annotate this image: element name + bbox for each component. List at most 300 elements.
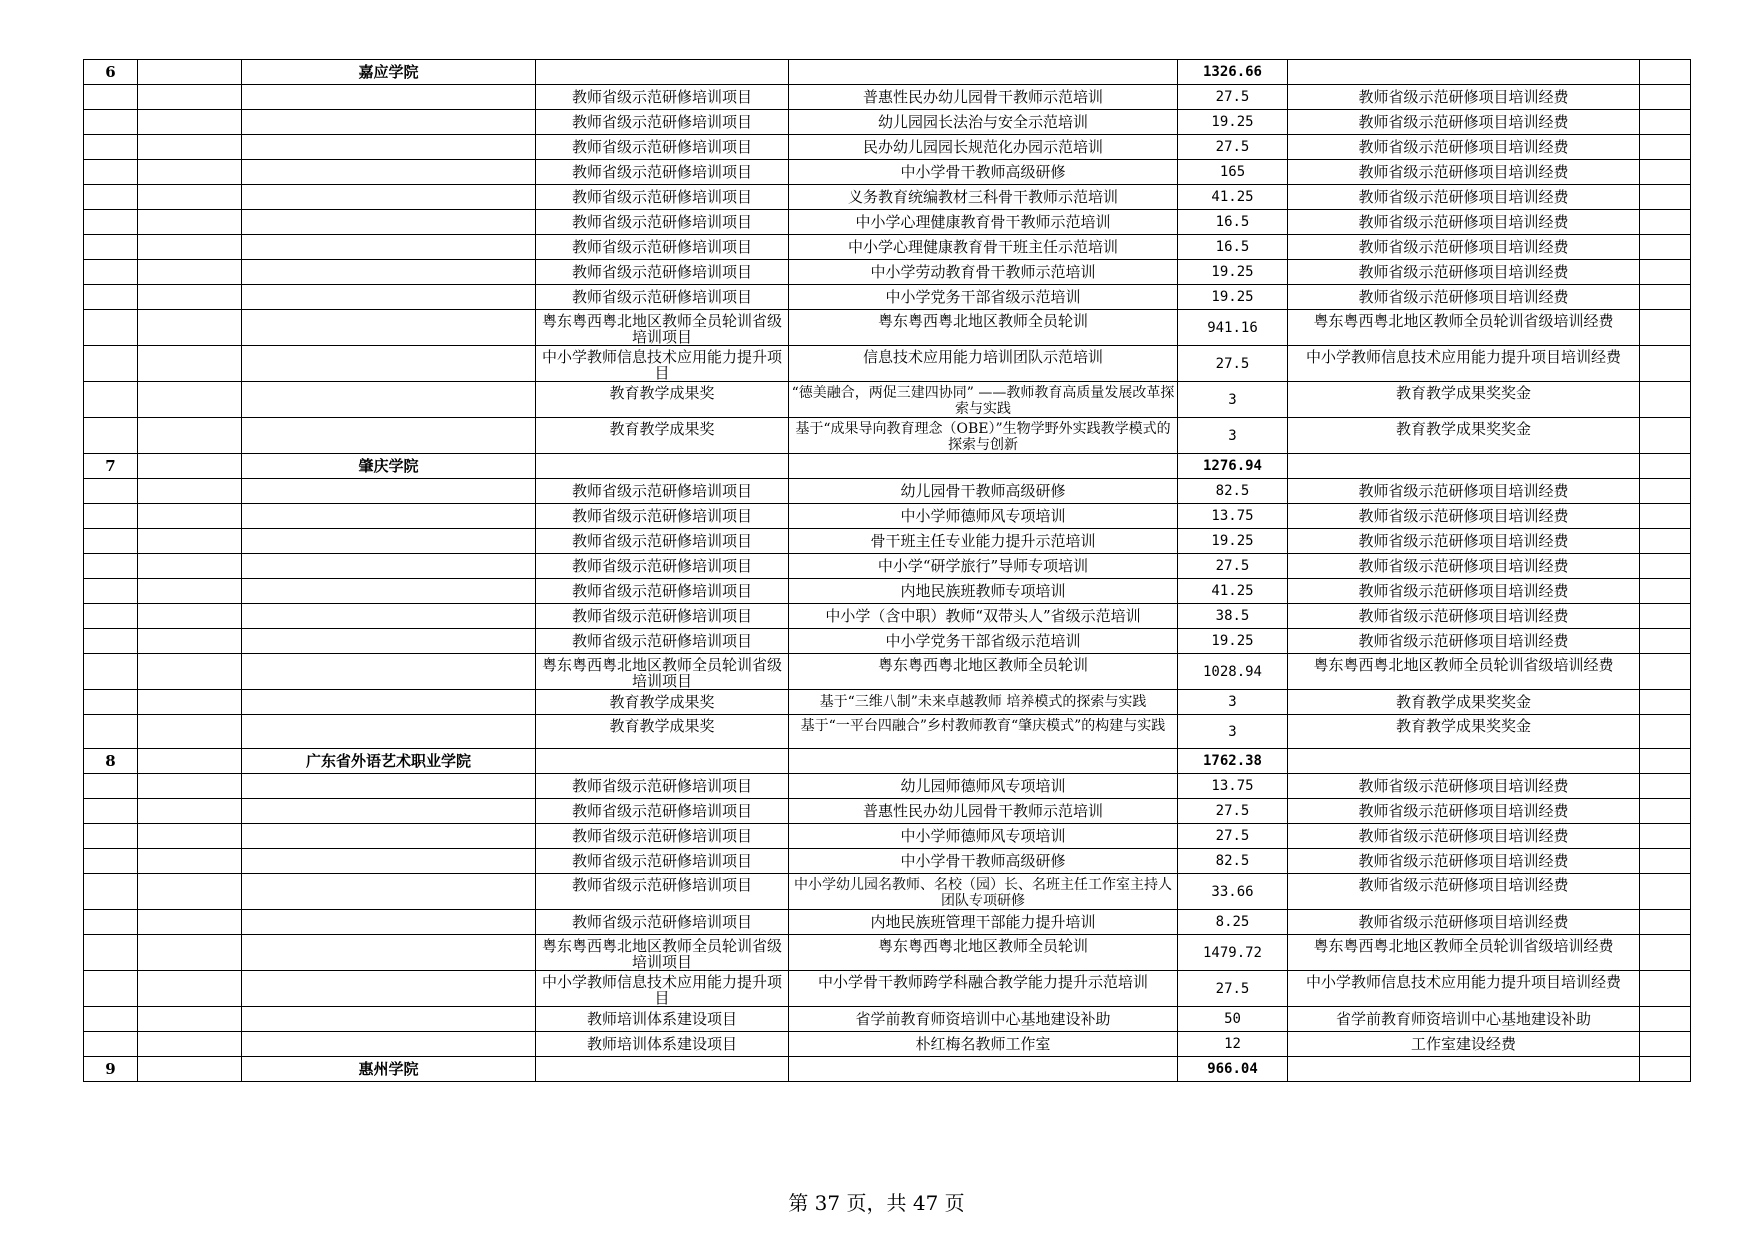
amount-cell: 3 [1178, 715, 1288, 749]
usage-cell: 教师省级示范研修项目培训经费 [1288, 529, 1640, 554]
empty-cell [242, 715, 536, 749]
empty-cell [242, 110, 536, 135]
project-cell: 幼儿园骨干教师高级研修 [789, 479, 1178, 504]
empty-cell [1640, 185, 1691, 210]
empty-cell [138, 135, 242, 160]
table-row [84, 418, 1691, 454]
empty-cell [536, 60, 789, 85]
empty-cell [1640, 260, 1691, 285]
empty-cell [1640, 774, 1691, 799]
empty-cell [138, 604, 242, 629]
empty-cell [84, 971, 138, 1007]
usage-cell: 教师省级示范研修项目培训经费 [1288, 135, 1640, 160]
empty-cell [84, 382, 138, 418]
empty-cell [138, 210, 242, 235]
institution-number: 9 [84, 1057, 138, 1082]
empty-cell [242, 210, 536, 235]
page-footer: 第 37 页，共 47 页 [788, 1191, 965, 1215]
institution-name: 惠州学院 [242, 1057, 536, 1082]
empty-cell [789, 60, 1178, 85]
empty-cell [1640, 529, 1691, 554]
category-cell: 教育教学成果奖 [536, 418, 789, 454]
category-cell: 教师省级示范研修培训项目 [536, 135, 789, 160]
table-row [84, 690, 1691, 715]
empty-cell [84, 504, 138, 529]
empty-cell [84, 529, 138, 554]
usage-cell: 教师省级示范研修项目培训经费 [1288, 504, 1640, 529]
project-cell: 中小学师德师风专项培训 [789, 504, 1178, 529]
usage-cell: 教师省级示范研修项目培训经费 [1288, 579, 1640, 604]
empty-cell [84, 285, 138, 310]
table-row [84, 529, 1691, 554]
empty-cell [84, 260, 138, 285]
empty-cell [242, 774, 536, 799]
amount-cell: 50 [1178, 1007, 1288, 1032]
empty-cell [84, 935, 138, 971]
empty-cell [1640, 554, 1691, 579]
amount-cell: 1276.94 [1178, 454, 1288, 479]
empty-cell [242, 418, 536, 454]
amount-cell: 1326.66 [1178, 60, 1288, 85]
table-row [84, 774, 1691, 799]
usage-cell: 教师省级示范研修项目培训经费 [1288, 849, 1640, 874]
empty-cell [138, 1007, 242, 1032]
category-cell: 教师省级示范研修培训项目 [536, 824, 789, 849]
empty-cell [1640, 479, 1691, 504]
empty-cell [242, 529, 536, 554]
amount-cell: 41.25 [1178, 579, 1288, 604]
empty-cell [242, 629, 536, 654]
empty-cell [536, 454, 789, 479]
empty-cell [1640, 604, 1691, 629]
table-row [84, 235, 1691, 260]
amount-cell: 19.25 [1178, 260, 1288, 285]
category-cell: 粤东粤西粤北地区教师全员轮训省级培训项目 [536, 310, 789, 346]
empty-cell [138, 874, 242, 910]
table-row [84, 210, 1691, 235]
empty-cell [1640, 285, 1691, 310]
project-cell: 中小学幼儿园名教师、名校（园）长、名班主任工作室主持人团队专项研修 [789, 874, 1178, 910]
amount-cell: 8.25 [1178, 910, 1288, 935]
table-row [84, 135, 1691, 160]
usage-cell: 中小学教师信息技术应用能力提升项目培训经费 [1288, 971, 1640, 1007]
empty-cell [1640, 874, 1691, 910]
empty-cell [242, 260, 536, 285]
empty-cell [138, 382, 242, 418]
empty-cell [138, 1032, 242, 1057]
table-row [84, 1032, 1691, 1057]
empty-cell [138, 629, 242, 654]
empty-cell [138, 971, 242, 1007]
empty-cell [242, 504, 536, 529]
empty-cell [1640, 629, 1691, 654]
project-cell: 信息技术应用能力培训团队示范培训 [789, 346, 1178, 382]
project-cell: 中小学心理健康教育骨干教师示范培训 [789, 210, 1178, 235]
empty-cell [138, 774, 242, 799]
empty-cell [138, 454, 242, 479]
empty-cell [1288, 749, 1640, 774]
empty-cell [1640, 1032, 1691, 1057]
empty-cell [84, 849, 138, 874]
table-row [84, 910, 1691, 935]
empty-cell [242, 690, 536, 715]
empty-cell [84, 910, 138, 935]
category-cell: 教师培训体系建设项目 [536, 1007, 789, 1032]
usage-cell: 教师省级示范研修项目培训经费 [1288, 479, 1640, 504]
usage-cell: 教师省级示范研修项目培训经费 [1288, 185, 1640, 210]
empty-cell [1640, 824, 1691, 849]
project-cell: 基于“成果导向教育理念（OBE）”生物学野外实践教学模式的探索与创新 [789, 418, 1178, 454]
empty-cell [242, 824, 536, 849]
amount-cell: 16.5 [1178, 235, 1288, 260]
table-row [84, 160, 1691, 185]
empty-cell [1288, 454, 1640, 479]
empty-cell [242, 160, 536, 185]
empty-cell [138, 310, 242, 346]
project-cell: 中小学党务干部省级示范培训 [789, 629, 1178, 654]
empty-cell [1640, 849, 1691, 874]
table-row [84, 579, 1691, 604]
project-cell: 普惠性民办幼儿园骨干教师示范培训 [789, 85, 1178, 110]
empty-cell [1640, 715, 1691, 749]
empty-cell [1640, 85, 1691, 110]
table-row [84, 604, 1691, 629]
category-cell: 教师培训体系建设项目 [536, 1032, 789, 1057]
empty-cell [242, 554, 536, 579]
category-cell: 教师省级示范研修培训项目 [536, 260, 789, 285]
usage-cell: 教师省级示范研修项目培训经费 [1288, 774, 1640, 799]
project-cell: 中小学劳动教育骨干教师示范培训 [789, 260, 1178, 285]
empty-cell [84, 629, 138, 654]
amount-cell: 33.66 [1178, 874, 1288, 910]
institution-row [84, 1057, 1691, 1082]
empty-cell [84, 874, 138, 910]
table-row [84, 849, 1691, 874]
empty-cell [84, 110, 138, 135]
empty-cell [84, 85, 138, 110]
institution-name: 广东省外语艺术职业学院 [242, 749, 536, 774]
empty-cell [138, 1057, 242, 1082]
category-cell: 教师省级示范研修培训项目 [536, 110, 789, 135]
empty-cell [84, 799, 138, 824]
empty-cell [138, 529, 242, 554]
empty-cell [1640, 210, 1691, 235]
project-cell: 粤东粤西粤北地区教师全员轮训 [789, 654, 1178, 690]
amount-cell: 27.5 [1178, 799, 1288, 824]
amount-cell: 19.25 [1178, 629, 1288, 654]
amount-cell: 3 [1178, 418, 1288, 454]
amount-cell: 19.25 [1178, 529, 1288, 554]
table-row [84, 504, 1691, 529]
amount-cell: 82.5 [1178, 479, 1288, 504]
empty-cell [1640, 110, 1691, 135]
allocation-table [83, 59, 1691, 1082]
empty-cell [536, 749, 789, 774]
usage-cell: 教师省级示范研修项目培训经费 [1288, 554, 1640, 579]
empty-cell [138, 554, 242, 579]
table-row [84, 260, 1691, 285]
project-cell: 内地民族班教师专项培训 [789, 579, 1178, 604]
project-cell: 中小学党务干部省级示范培训 [789, 285, 1178, 310]
category-cell: 中小学教师信息技术应用能力提升项目 [536, 971, 789, 1007]
usage-cell: 教育教学成果奖奖金 [1288, 715, 1640, 749]
empty-cell [138, 60, 242, 85]
empty-cell [242, 310, 536, 346]
usage-cell: 教育教学成果奖奖金 [1288, 382, 1640, 418]
usage-cell: 教师省级示范研修项目培训经费 [1288, 160, 1640, 185]
usage-cell: 教育教学成果奖奖金 [1288, 418, 1640, 454]
project-cell: 普惠性民办幼儿园骨干教师示范培训 [789, 799, 1178, 824]
empty-cell [1640, 799, 1691, 824]
empty-cell [242, 185, 536, 210]
empty-cell [242, 1032, 536, 1057]
empty-cell [1640, 654, 1691, 690]
empty-cell [138, 479, 242, 504]
category-cell: 教师省级示范研修培训项目 [536, 529, 789, 554]
usage-cell: 教师省级示范研修项目培训经费 [1288, 910, 1640, 935]
empty-cell [1640, 60, 1691, 85]
usage-cell: 教师省级示范研修项目培训经费 [1288, 235, 1640, 260]
empty-cell [242, 935, 536, 971]
empty-cell [1640, 382, 1691, 418]
amount-cell: 27.5 [1178, 971, 1288, 1007]
amount-cell: 3 [1178, 382, 1288, 418]
empty-cell [789, 749, 1178, 774]
usage-cell: 教师省级示范研修项目培训经费 [1288, 260, 1640, 285]
empty-cell [242, 604, 536, 629]
empty-cell [138, 85, 242, 110]
amount-cell: 1762.38 [1178, 749, 1288, 774]
project-cell: 中小学骨干教师高级研修 [789, 849, 1178, 874]
empty-cell [242, 849, 536, 874]
empty-cell [138, 749, 242, 774]
project-cell: 幼儿园师德师风专项培训 [789, 774, 1178, 799]
empty-cell [242, 382, 536, 418]
empty-cell [242, 285, 536, 310]
amount-cell: 16.5 [1178, 210, 1288, 235]
usage-cell: 教师省级示范研修项目培训经费 [1288, 799, 1640, 824]
usage-cell: 省学前教育师资培训中心基地建设补助 [1288, 1007, 1640, 1032]
empty-cell [138, 910, 242, 935]
empty-cell [138, 824, 242, 849]
empty-cell [138, 160, 242, 185]
amount-cell: 27.5 [1178, 554, 1288, 579]
category-cell: 教师省级示范研修培训项目 [536, 160, 789, 185]
category-cell: 教育教学成果奖 [536, 715, 789, 749]
empty-cell [84, 235, 138, 260]
usage-cell: 工作室建设经费 [1288, 1032, 1640, 1057]
category-cell: 教师省级示范研修培训项目 [536, 774, 789, 799]
usage-cell: 粤东粤西粤北地区教师全员轮训省级培训经费 [1288, 654, 1640, 690]
empty-cell [242, 579, 536, 604]
amount-cell: 27.5 [1178, 135, 1288, 160]
empty-cell [1640, 749, 1691, 774]
empty-cell [84, 554, 138, 579]
empty-cell [84, 774, 138, 799]
table-row [84, 85, 1691, 110]
empty-cell [138, 654, 242, 690]
empty-cell [789, 454, 1178, 479]
empty-cell [1640, 454, 1691, 479]
empty-cell [138, 690, 242, 715]
amount-cell: 27.5 [1178, 824, 1288, 849]
category-cell: 教师省级示范研修培训项目 [536, 479, 789, 504]
empty-cell [789, 1057, 1178, 1082]
institution-number: 8 [84, 749, 138, 774]
empty-cell [84, 160, 138, 185]
empty-cell [84, 824, 138, 849]
usage-cell: 教师省级示范研修项目培训经费 [1288, 285, 1640, 310]
empty-cell [536, 1057, 789, 1082]
empty-cell [138, 579, 242, 604]
usage-cell: 粤东粤西粤北地区教师全员轮训省级培训经费 [1288, 310, 1640, 346]
empty-cell [84, 690, 138, 715]
category-cell: 教师省级示范研修培训项目 [536, 579, 789, 604]
empty-cell [138, 110, 242, 135]
category-cell: 教师省级示范研修培训项目 [536, 799, 789, 824]
project-cell: “德美融合，两促三建四协同” ——教师教育高质量发展改革探索与实践 [789, 382, 1178, 418]
empty-cell [84, 1007, 138, 1032]
empty-cell [84, 579, 138, 604]
category-cell: 教师省级示范研修培训项目 [536, 504, 789, 529]
project-cell: 中小学（含中职）教师“双带头人”省级示范培训 [789, 604, 1178, 629]
usage-cell: 中小学教师信息技术应用能力提升项目培训经费 [1288, 346, 1640, 382]
usage-cell: 教育教学成果奖奖金 [1288, 690, 1640, 715]
amount-cell: 27.5 [1178, 346, 1288, 382]
empty-cell [1640, 579, 1691, 604]
empty-cell [1640, 418, 1691, 454]
category-cell: 粤东粤西粤北地区教师全员轮训省级培训项目 [536, 654, 789, 690]
usage-cell: 教师省级示范研修项目培训经费 [1288, 85, 1640, 110]
empty-cell [84, 479, 138, 504]
amount-cell: 941.16 [1178, 310, 1288, 346]
table-row [84, 799, 1691, 824]
table-row [84, 554, 1691, 579]
empty-cell [84, 604, 138, 629]
table-row [84, 874, 1691, 910]
empty-cell [138, 935, 242, 971]
empty-cell [138, 185, 242, 210]
project-cell: 骨干班主任专业能力提升示范培训 [789, 529, 1178, 554]
usage-cell: 教师省级示范研修项目培训经费 [1288, 210, 1640, 235]
empty-cell [1640, 160, 1691, 185]
amount-cell: 12 [1178, 1032, 1288, 1057]
category-cell: 教师省级示范研修培训项目 [536, 85, 789, 110]
empty-cell [84, 135, 138, 160]
category-cell: 教师省级示范研修培训项目 [536, 235, 789, 260]
category-cell: 教师省级示范研修培训项目 [536, 604, 789, 629]
amount-cell: 13.75 [1178, 504, 1288, 529]
project-cell: 内地民族班管理干部能力提升培训 [789, 910, 1178, 935]
project-cell: 幼儿园园长法治与安全示范培训 [789, 110, 1178, 135]
project-cell: 基于“三维八制”未来卓越教师 培养模式的探索与实践 [789, 690, 1178, 715]
institution-name: 嘉应学院 [242, 60, 536, 85]
empty-cell [242, 235, 536, 260]
table-row [84, 971, 1691, 1007]
project-cell: 粤东粤西粤北地区教师全员轮训 [789, 310, 1178, 346]
empty-cell [138, 715, 242, 749]
project-cell: 省学前教育师资培训中心基地建设补助 [789, 1007, 1178, 1032]
category-cell: 教师省级示范研修培训项目 [536, 210, 789, 235]
usage-cell: 教师省级示范研修项目培训经费 [1288, 874, 1640, 910]
table-row [84, 346, 1691, 382]
project-cell: 中小学骨干教师跨学科融合教学能力提升示范培训 [789, 971, 1178, 1007]
project-cell: 中小学师德师风专项培训 [789, 824, 1178, 849]
amount-cell: 1479.72 [1178, 935, 1288, 971]
amount-cell: 41.25 [1178, 185, 1288, 210]
table-row [84, 285, 1691, 310]
empty-cell [84, 310, 138, 346]
empty-cell [138, 285, 242, 310]
empty-cell [242, 654, 536, 690]
empty-cell [138, 235, 242, 260]
empty-cell [84, 1032, 138, 1057]
project-cell: 基于“一平台四融合”乡村教师教育“肇庆模式”的构建与实践 [789, 715, 1178, 749]
project-cell: 义务教育统编教材三科骨干教师示范培训 [789, 185, 1178, 210]
category-cell: 教育教学成果奖 [536, 382, 789, 418]
usage-cell: 教师省级示范研修项目培训经费 [1288, 110, 1640, 135]
empty-cell [1288, 1057, 1640, 1082]
usage-cell: 教师省级示范研修项目培训经费 [1288, 629, 1640, 654]
table-row [84, 824, 1691, 849]
amount-cell: 966.04 [1178, 1057, 1288, 1082]
project-cell: 朴红梅名教师工作室 [789, 1032, 1178, 1057]
category-cell: 教师省级示范研修培训项目 [536, 874, 789, 910]
institution-number: 6 [84, 60, 138, 85]
empty-cell [242, 874, 536, 910]
table-row [84, 310, 1691, 346]
empty-cell [1640, 1057, 1691, 1082]
empty-cell [84, 418, 138, 454]
category-cell: 教师省级示范研修培训项目 [536, 629, 789, 654]
empty-cell [138, 418, 242, 454]
empty-cell [242, 135, 536, 160]
empty-cell [1640, 971, 1691, 1007]
empty-cell [138, 504, 242, 529]
empty-cell [242, 479, 536, 504]
amount-cell: 19.25 [1178, 285, 1288, 310]
table-row [84, 935, 1691, 971]
empty-cell [84, 654, 138, 690]
project-cell: 粤东粤西粤北地区教师全员轮训 [789, 935, 1178, 971]
table-row [84, 110, 1691, 135]
amount-cell: 27.5 [1178, 85, 1288, 110]
empty-cell [138, 346, 242, 382]
institution-row [84, 454, 1691, 479]
table-row [84, 382, 1691, 418]
project-cell: 中小学骨干教师高级研修 [789, 160, 1178, 185]
empty-cell [1288, 60, 1640, 85]
empty-cell [84, 185, 138, 210]
project-cell: 民办幼儿园园长规范化办园示范培训 [789, 135, 1178, 160]
empty-cell [1640, 135, 1691, 160]
empty-cell [242, 346, 536, 382]
category-cell: 教师省级示范研修培训项目 [536, 849, 789, 874]
project-cell: 中小学心理健康教育骨干班主任示范培训 [789, 235, 1178, 260]
empty-cell [84, 210, 138, 235]
empty-cell [84, 715, 138, 749]
empty-cell [138, 799, 242, 824]
empty-cell [242, 971, 536, 1007]
usage-cell: 教师省级示范研修项目培训经费 [1288, 824, 1640, 849]
empty-cell [1640, 935, 1691, 971]
amount-cell: 165 [1178, 160, 1288, 185]
empty-cell [1640, 346, 1691, 382]
table-row [84, 629, 1691, 654]
empty-cell [1640, 310, 1691, 346]
empty-cell [1640, 504, 1691, 529]
category-cell: 中小学教师信息技术应用能力提升项目 [536, 346, 789, 382]
